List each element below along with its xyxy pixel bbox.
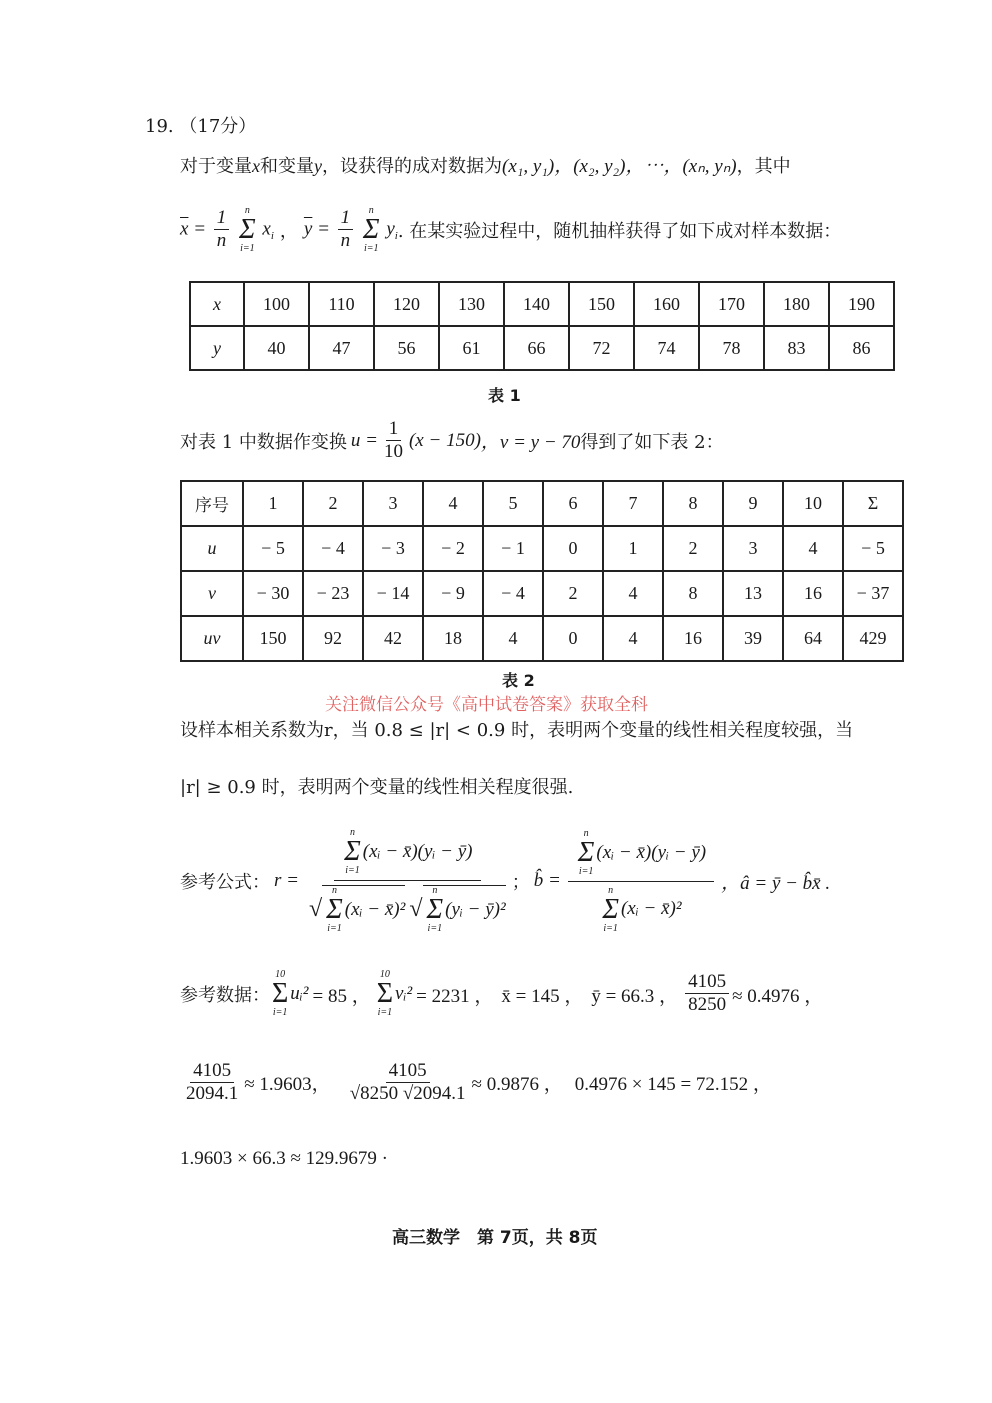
table-2-cell: 64 bbox=[783, 616, 843, 661]
var-x: x bbox=[252, 156, 260, 176]
table-1-cell: 120 bbox=[374, 282, 439, 326]
b-lhs: b̂ = bbox=[533, 870, 561, 891]
ybar-value: ȳ = 66.3 ， bbox=[591, 985, 679, 1007]
table-2-row-u bbox=[181, 526, 903, 571]
table-1-cell: 170 bbox=[699, 282, 764, 326]
u-squared-term: uᵢ² bbox=[290, 983, 309, 1004]
product-2: 1.9603 × 66.3 ≈ 129.9679 · bbox=[180, 1148, 388, 1169]
var-y: y bbox=[314, 156, 322, 176]
table-1-cell: 61 bbox=[439, 326, 504, 370]
question-points: （17分） bbox=[179, 116, 257, 137]
formula-separator: ； bbox=[511, 872, 530, 893]
intro-prefix: 对于变量 bbox=[180, 156, 252, 177]
table-2-header: 1 bbox=[243, 481, 303, 526]
table-2-cell: 16 bbox=[783, 571, 843, 616]
table-2 bbox=[180, 480, 904, 662]
table-2-u-label: u bbox=[181, 526, 243, 571]
ybar-def: $\overline{y}$ = $\frac{1}{n}$ n Σ i=1 $y_i$ bbox=[303, 205, 398, 254]
table-1-row-x bbox=[190, 282, 894, 326]
table-2-cell: − 23 bbox=[303, 571, 363, 616]
reference-formula bbox=[180, 828, 830, 934]
fraction-2-value: ≈ 1.9603， bbox=[244, 1074, 331, 1096]
table-2-cell: 429 bbox=[843, 616, 903, 661]
table-1-cell: 150 bbox=[569, 282, 634, 326]
xbar-value: x̄ = 145 ， bbox=[501, 985, 584, 1007]
table-2-cell: 4 bbox=[483, 616, 543, 661]
table-2-header: 7 bbox=[603, 481, 663, 526]
table-2-cell: 0 bbox=[543, 616, 603, 661]
correlation-line-2: |r| ≥ 0.9 时，表明两个变量的线性相关程度很强. bbox=[180, 777, 574, 798]
correlation-line-1: 设样本相关系数为r，当 0.8 ≤ |r| < 0.9 时，表明两个变量的线性相关程度较强，当 bbox=[180, 720, 854, 741]
reference-data-line-2 bbox=[180, 1060, 772, 1106]
r-fraction: n Σ i=1 (xᵢ − x̄)(yᵢ − ȳ) √ n Σ i=1 (xᵢ − x̄)² √ n Σ i=1 (yᵢ − ȳ)² bbox=[308, 827, 506, 934]
intro-line-1 bbox=[180, 151, 791, 178]
table-2-uv-label: uv bbox=[181, 616, 243, 661]
table-1-x-label: x bbox=[190, 282, 244, 326]
table-2-row-v bbox=[181, 571, 903, 616]
table-2-cell: 92 bbox=[303, 616, 363, 661]
intro-after: ，设获得的成对数据为 bbox=[322, 156, 502, 177]
table-1-cell: 56 bbox=[374, 326, 439, 370]
table-2-cell: − 4 bbox=[483, 571, 543, 616]
table-1-cell: 110 bbox=[309, 282, 374, 326]
table-2-cell: 16 bbox=[663, 616, 723, 661]
table-2-cell: − 37 bbox=[843, 571, 903, 616]
table-1-cell: 72 bbox=[569, 326, 634, 370]
table-1 bbox=[189, 281, 895, 371]
table-2-header-sigma: Σ bbox=[843, 481, 903, 526]
product-1: 0.4976 × 145 = 72.152 ， bbox=[574, 1074, 772, 1096]
xbar-def: $\overline{x}$ = $\frac{1}{n}$ n Σ i=1 $x_i$ bbox=[180, 205, 274, 254]
table-2-cell: 8 bbox=[663, 571, 723, 616]
r-denominator-y: (yᵢ − ȳ)² bbox=[445, 898, 506, 920]
r-numerator: (xᵢ − x̄)(yᵢ − ȳ) bbox=[362, 841, 473, 863]
v-part: ，v = y − 70 bbox=[480, 432, 581, 454]
table-2-cell: 150 bbox=[243, 616, 303, 661]
table-2-cell: − 9 bbox=[423, 571, 483, 616]
table-1-caption: 表 1 bbox=[488, 386, 521, 405]
table-1-cell: 130 bbox=[439, 282, 504, 326]
watermark-text: 关注微信公众号《高中试卷答案》获取全科 bbox=[325, 695, 648, 715]
table-1-y-label: y bbox=[190, 326, 244, 370]
table-2-cell: − 5 bbox=[243, 526, 303, 571]
table-2-cell: 4 bbox=[783, 526, 843, 571]
u-eq: u = bbox=[350, 429, 378, 451]
table-1-cell: 100 bbox=[244, 282, 309, 326]
table-2-index-label: 序号 bbox=[181, 481, 243, 526]
intro-line-2-end: . 在某实验过程中，随机抽样获得了如下成对样本数据： bbox=[397, 221, 842, 242]
table-2-header: 2 bbox=[303, 481, 363, 526]
table-2-cell: 1 bbox=[603, 526, 663, 571]
reference-data-line-1: 参考数据： 10 Σ i=1 uᵢ² = 85 ， 10 Σ i=1 vᵢ² = 2231 ， x̄ = 145 ， ȳ = 66.3 ， $\frac{4105}{8250}$ ≈ 0.4976 ， bbox=[180, 969, 824, 1018]
question-number bbox=[145, 112, 256, 138]
table-2-header: 8 bbox=[663, 481, 723, 526]
v-squared-value: = 2231 ， bbox=[416, 985, 494, 1007]
table-2-cell: 39 bbox=[723, 616, 783, 661]
table-2-cell: 2 bbox=[543, 571, 603, 616]
b-fraction: n Σ i=1 (xᵢ − x̄)(yᵢ − ȳ) n Σ i=1 (xᵢ − x̄)² bbox=[568, 829, 714, 934]
fraction-4105-8250: $\frac{4105}{8250}$ bbox=[685, 971, 729, 1017]
table-1-cell: 160 bbox=[634, 282, 699, 326]
table-1-cell: 190 bbox=[829, 282, 894, 326]
fraction-1-value: ≈ 0.4976 ， bbox=[732, 985, 824, 1007]
fraction-3-value: ≈ 0.9876 ， bbox=[471, 1074, 563, 1096]
refdata-label: 参考数据： bbox=[180, 985, 270, 1006]
r-lhs: r = bbox=[274, 870, 299, 891]
transform-suffix: 得到了如下表 2： bbox=[580, 431, 724, 453]
intro-mid: 和变量 bbox=[260, 156, 314, 177]
table-2-cell: − 4 bbox=[303, 526, 363, 571]
u-squared-value: = 85 ， bbox=[312, 985, 371, 1007]
table-2-row-uv bbox=[181, 616, 903, 661]
table-2-cell: − 30 bbox=[243, 571, 303, 616]
b-numerator: (xᵢ − x̄)(yᵢ − ȳ) bbox=[596, 841, 707, 863]
table-1-cell: 40 bbox=[244, 326, 309, 370]
table-2-cell: 18 bbox=[423, 616, 483, 661]
table-2-cell: − 1 bbox=[483, 526, 543, 571]
transform-line bbox=[180, 418, 724, 464]
data-pairs: (x₁, y₁)，(x₂, y₂)，⋯，(xₙ, yₙ) bbox=[502, 156, 737, 177]
table-1-cell: 74 bbox=[634, 326, 699, 370]
table-2-cell: 0 bbox=[543, 526, 603, 571]
table-1-cell: 47 bbox=[309, 326, 374, 370]
table-1-cell: 180 bbox=[764, 282, 829, 326]
table-2-cell: − 5 bbox=[843, 526, 903, 571]
formula-label: 参考公式： bbox=[180, 872, 270, 893]
table-2-header: 9 bbox=[723, 481, 783, 526]
table-1-cell: 78 bbox=[699, 326, 764, 370]
u-rest: (x − 150) bbox=[408, 429, 481, 451]
table-2-cell: − 2 bbox=[423, 526, 483, 571]
table-1-cell: 66 bbox=[504, 326, 569, 370]
table-1-row-y bbox=[190, 326, 894, 370]
r-denominator-x: (xᵢ − x̄)² bbox=[344, 898, 406, 920]
table-1-cell: 83 bbox=[764, 326, 829, 370]
table-2-header: 3 bbox=[363, 481, 423, 526]
table-1-cell: 86 bbox=[829, 326, 894, 370]
table-2-cell: 4 bbox=[603, 571, 663, 616]
a-formula: ，â = ȳ − b̂x̄ . bbox=[721, 872, 831, 894]
table-2-cell: − 3 bbox=[363, 526, 423, 571]
fraction-4105-sqrt: $\frac{4105}{√8250 √2094.1}$ bbox=[349, 1060, 466, 1104]
table-2-cell: 42 bbox=[363, 616, 423, 661]
table-1-cell: 140 bbox=[504, 282, 569, 326]
table-2-cell: 3 bbox=[723, 526, 783, 571]
table-2-header: 5 bbox=[483, 481, 543, 526]
intro-end: ，其中 bbox=[736, 156, 791, 177]
fraction-4105-2094: $\frac{4105}{2094.1}$ bbox=[186, 1060, 239, 1104]
b-denominator: (xᵢ − x̄)² bbox=[620, 898, 682, 920]
table-2-header-row bbox=[181, 481, 903, 526]
v-squared-term: vᵢ² bbox=[395, 983, 413, 1004]
table-2-cell: − 14 bbox=[363, 571, 423, 616]
table-2-caption: 表 2 bbox=[502, 671, 535, 690]
table-2-cell: 13 bbox=[723, 571, 783, 616]
intro-line-2: $\overline{x}$ = $\frac{1}{n}$ n Σ i=1 $x_i$ ， $\overline{y}$ = $\frac{1}{n}$ n Σ i=1 $y_i$ . 在某实验过程中，随机抽样获得了如下成对样本数据： bbox=[180, 205, 842, 254]
table-2-header: 10 bbox=[783, 481, 843, 526]
transform-fraction: $\frac{1}{10}$ bbox=[383, 418, 403, 462]
table-2-header: 6 bbox=[543, 481, 603, 526]
table-2-cell: 2 bbox=[663, 526, 723, 571]
transform-prefix: 对表 1 中数据作变换 bbox=[180, 431, 347, 453]
table-2-header: 4 bbox=[423, 481, 483, 526]
question-number-text: 19. bbox=[145, 116, 174, 137]
table-2-v-label: v bbox=[181, 571, 243, 616]
table-2-cell: 4 bbox=[603, 616, 663, 661]
page-footer: 高三数学 第 7页，共 8页 bbox=[392, 1228, 598, 1248]
